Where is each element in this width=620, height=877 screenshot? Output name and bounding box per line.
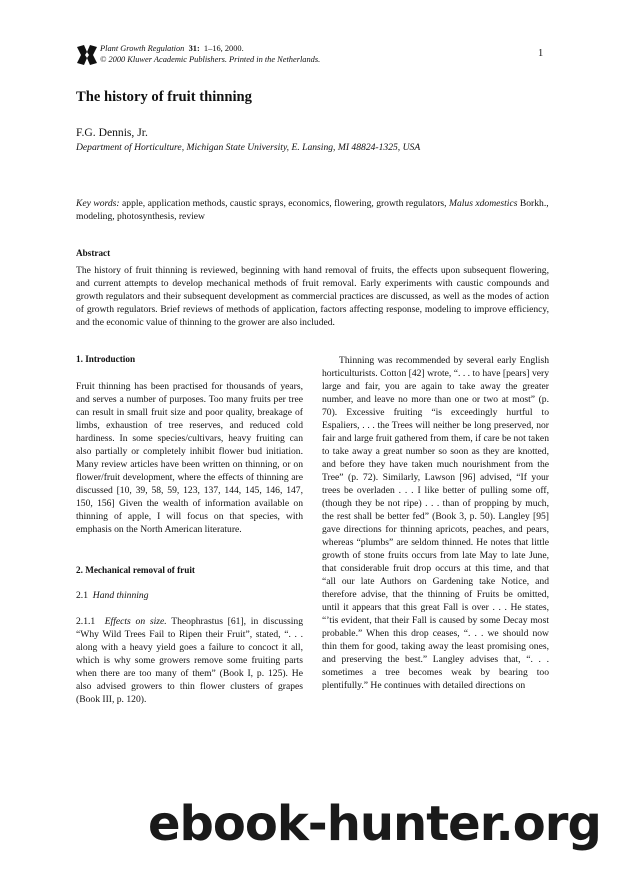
paragraph-text: Theophrastus [61], in discussing “Why Wild Trees Fail to Ripen their Fruit”, stated, “. . . along with a heavy yield goes a failure to concoct it all, which is why some growers remove some fruiting parts when there are too many of them” (Book I, p. 125). He also advised growers to thin flower clusters of grapes (Book III, p. 120).: [76, 616, 303, 705]
author-affiliation: Department of Horticulture, Michigan State University, E. Lansing, MI 48824-1325, USA: [76, 142, 421, 153]
journal-name: Plant Growth Regulation: [100, 44, 185, 53]
paragraph-number: 2.1.1: [76, 616, 96, 627]
keywords: [76, 197, 549, 223]
subsection-title: Hand thinning: [92, 590, 149, 601]
journal-citation: [100, 43, 320, 65]
keywords-text-1: apple, application methods, caustic sprays, economics, flowering, growth regulators,: [122, 198, 447, 209]
abstract-text: The history of fruit thinning is reviewed, beginning with hand removal of fruits, the effects upon subsequent flowering, and current attempts to develop mechanical methods of fruit removal. Early experiments with caustic compounds and growth regulators and their subsequent development as commercial practices are discussed, as well as the modes of action of growth regulators. Brief reviews of methods of application, factors affecting response, modeling to improve efficiency, and the economic value of thinning to the grower are also included.: [76, 265, 549, 328]
journal-volume: 31:: [188, 44, 200, 53]
journal-pages: 1–16, 2000.: [203, 44, 244, 53]
right-column-text: Thinning was recommended by several early English horticulturists. Cotton [42] wrote, “. . . to have [pears] very large and fair, you are again to take away the greater number, and leave no more than one or two at most” (p. 70). Excessive fruiting “is exceedingly hurtful to Espaliers, . . . the Trees will neither be long preserved, nor fair and large fruit gathered from them, if care be not taken to take away a great number so soon as they are knotted, and before they have taken much nourishment from the Tree” (p. 72). Similarly, Lawson [96] advised, “If your trees be overladen . . . I like better of pulling some off, (though they be not ripe) . . . than of propping by much, the rest shall be better fed” (Book 3, p. 50). Langley [95] gave directions for thinning apricots, peaches, and pears, whereas “plumbs” are seldom thinned. He notes that little growth of stone fruits occurs from late May to late June, that considerable fruit drop occurs at this time, and that “all our late Authors on Gardening take Notice, and therefore advise, that the thinning of Fruits be omitted, until it appears that this great Fall is over . . . He states, “’tis evident, that their Fall is caused by some Decay most probable.” When this drop ceases, “. . . we should now thin them for good, taking away the least promising ones, and preserving the best.” Langley advises that, “. . . sometimes a tree becomes weak by bearing too plentifully.” He continues with detailed directions on: [322, 355, 549, 691]
mechanical-removal-heading: 2. Mechanical removal of fruit: [76, 565, 195, 575]
author-name: F.G. Dennis, Jr.: [76, 126, 148, 139]
keywords-label: Key words:: [76, 198, 120, 209]
keywords-species: Malus xdomestics: [448, 198, 518, 209]
paragraph-2-1-1: [76, 615, 303, 706]
paragraph-title: Effects on size.: [104, 616, 167, 627]
hand-thinning-subheading: [76, 590, 149, 601]
watermark-text: ebook-hunter.org: [148, 796, 601, 852]
publisher-logo-icon: [76, 44, 98, 66]
copyright-line: © 2000 Kluwer Academic Publishers. Printed in the Netherlands.: [100, 55, 321, 64]
abstract-heading: Abstract: [76, 248, 111, 258]
introduction-heading: 1. Introduction: [76, 354, 136, 364]
introduction-text: Fruit thinning has been practised for thousands of years, and serves a number of purposes. Too many fruits per tree can result in small fruit size and poor quality, breakage of limbs, exhaustion of tree reserves, and reduced cold hardiness. In some species/cultivars, heavy fruiting can also partially or completely inhibit flower bud initiation. Many review articles have been written on thinning, or on flower/fruit development, where the effects of thinning are discussed [10, 39, 58, 59, 123, 137, 144, 145, 146, 147, 150, 156] Given the wealth of information available on thinning of apple, I will focus on that species, with emphasis on the North American literature.: [76, 381, 303, 535]
article-title: The history of fruit thinning: [76, 89, 252, 105]
keywords-text-2: Borkh., modeling, photosynthesis, review: [76, 198, 549, 222]
page-number: 1: [538, 48, 544, 59]
subsection-number: 2.1: [76, 590, 88, 601]
